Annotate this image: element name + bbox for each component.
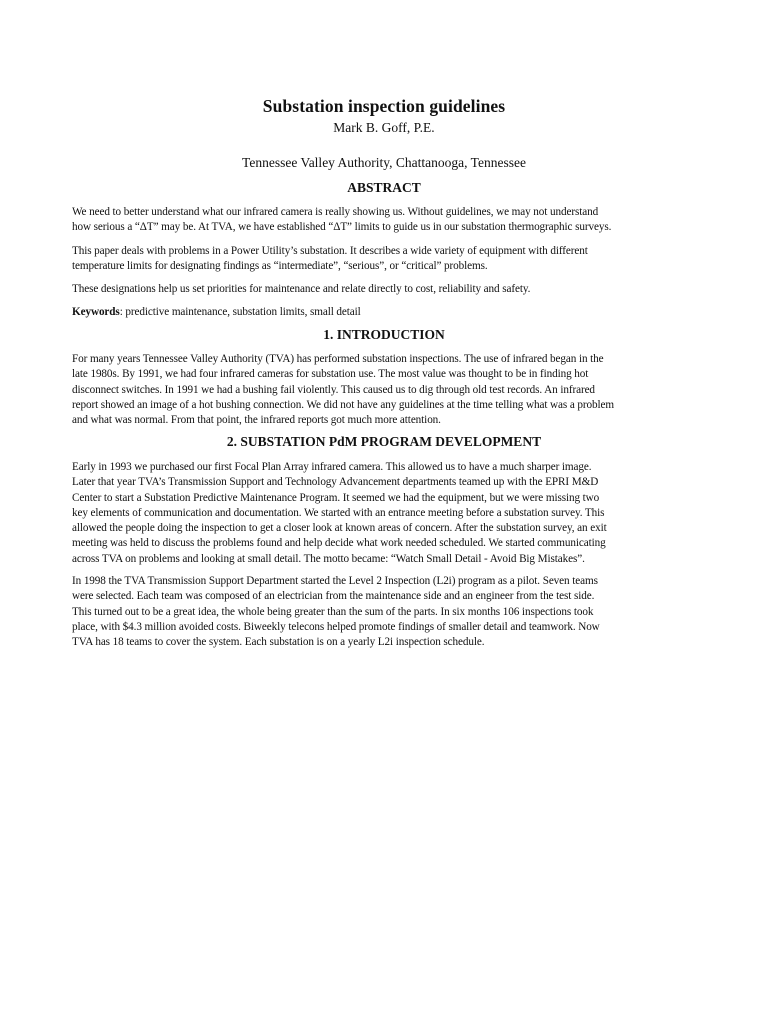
section-2-p1-line: allowed the people doing the inspection to get a closer look at known areas of concern. After the substation survey, an exit [72,522,607,535]
section-2-p2-line: In 1998 the TVA Transmission Support Department started the Level 2 Inspection (L2i) program as a pilot. Seven teams [72,575,598,587]
author-affiliation: Tennessee Valley Authority, Chattanooga, Tennessee [242,155,526,170]
abstract-p2-line-1: This paper deals with problems in a Power Utility’s substation. It describes a wide variety of equipment with different [72,245,588,257]
keywords-line [72,305,702,320]
author-name: Mark B. Goff, P.E. [333,120,435,135]
section-2-p2-line: place, with $4.3 million avoided costs. Biweekly telecons helped promote findings of smaller detail and teamwork. Now [72,620,600,633]
section-2-p2-line: TVA has 18 teams to cover the system. Each substation is on a yearly L2i inspection schedule. [72,636,485,649]
abstract-heading: ABSTRACT [347,180,421,195]
section-2-p2-line: This turned out to be a great idea, the whole being greater than the sum of the parts. In six months 106 inspections took [72,605,594,618]
section-1-paragraph [72,352,702,428]
section-1-line: and what was normal. From that point, the infrared reports got much more attention. [72,414,441,427]
abstract-p3-line-1: These designations help us set priorities for maintenance and relate directly to cost, reliability and safety. [72,283,531,295]
abstract-paragraph-1 [72,205,702,236]
section-2-paragraph-2 [72,574,702,650]
section-1-heading: 1. INTRODUCTION [323,327,445,342]
section-1-line: For many years Tennessee Valley Authority (TVA) has performed substation inspections. The use of infrared began in the [72,353,604,365]
section-2-paragraph-1 [72,460,702,567]
section-1-line: disconnect switches. In 1991 we had a bushing fail violently. This caused us to dig through old test records. An infrared [72,383,595,396]
abstract-p2-line-2: temperature limits for designating findings as “intermediate”, “serious”, or “critical” problems. [72,260,488,273]
section-2-p1-line: meeting was held to discuss the problems found and help decide what work needed scheduled. We started communicating [72,537,606,550]
keywords-text: : predictive maintenance, substation limits, small detail [119,306,361,318]
paper-title: Substation inspection guidelines [262,96,506,116]
keywords-label: Keywords [72,306,120,318]
abstract-paragraph-2 [72,244,702,275]
section-2-p1-line: Later that year TVA’s Transmission Support and Technology Advancement departments teamed up with the EPRI M&D [72,476,599,489]
abstract-p1-line-2: how serious a “ΔT” may be. At TVA, we have established “ΔT” limits to guide us in our substation thermographic surveys. [72,221,612,234]
section-2-heading: 2. SUBSTATION PdM PROGRAM DEVELOPMENT [226,434,542,449]
section-2-p1-line: Early in 1993 we purchased our first Focal Plan Array infrared camera. This allowed us to have a much sharper image. [72,461,592,473]
section-2-p1-line: across TVA on problems and looking at small detail. The motto became: “Watch Small Detail - Avoid Big Mistakes”. [72,552,585,565]
section-2-p1-line: Center to start a Substation Predictive Maintenance Program. It seemed we had the equipment, but we were missing two [72,491,600,504]
abstract-paragraph-3 [72,282,702,297]
abstract-p1-line-1: We need to better understand what our infrared camera is really showing us. Without guidelines, we may not understand [72,206,599,218]
section-1-line: late 1980s. By 1991, we had four infrared cameras for substation use. The most value was thought to be in finding hot [72,368,589,381]
section-2-p1-line: key elements of communication and documentation. We started with an entrance meeting before a substation survey. This [72,506,605,519]
section-2-p2-line: were selected. Each team was composed of an electrician from the maintenance side and an engineer from the test side. [72,590,595,603]
section-1-line: report showed an image of a hot bushing connection. We did not have any guidelines at the time telling what was a problem [72,398,614,411]
